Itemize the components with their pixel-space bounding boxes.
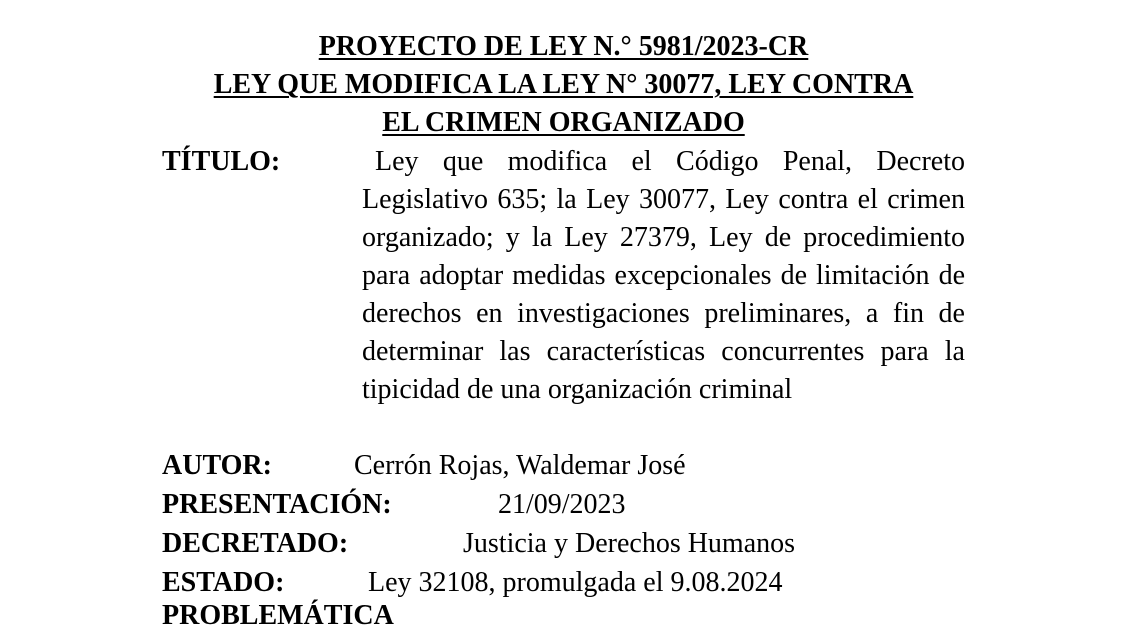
titulo-value: Ley que modifica el Código Penal, Decreto Legislativo 635; la Ley 30077, Ley contra el crimen organizado; y la Ley 27379, Ley de procedimiento para adoptar medidas excepcionales de limitación de derechos en investigaciones preliminares, a fin de determinar las características concurrentes para la tipicidad de una organización criminal bbox=[362, 146, 965, 405]
autor-label: AUTOR: bbox=[162, 450, 272, 481]
presentacion-value: 21/09/2023 bbox=[498, 489, 626, 520]
decretado-label: DECRETADO: bbox=[162, 528, 349, 559]
estado-value: Ley 32108, promulgada el 9.08.2024 bbox=[368, 567, 783, 598]
presentacion-label: PRESENTACIÓN: bbox=[162, 489, 392, 520]
decretado-value: Justicia y Derechos Humanos bbox=[463, 528, 796, 559]
estado-label: ESTADO: bbox=[162, 567, 285, 598]
law-title-heading-line1: LEY QUE MODIFICA LA LEY N° 30077, LEY CONTRA bbox=[213, 69, 914, 100]
autor-value: Cerrón Rojas, Waldemar José bbox=[354, 450, 686, 481]
law-title-heading-line2: EL CRIMEN ORGANIZADO bbox=[382, 107, 745, 138]
titulo-label: TÍTULO: bbox=[162, 146, 281, 177]
bill-number-heading: PROYECTO DE LEY N.° 5981/2023-CR bbox=[318, 31, 809, 62]
problematica-label: PROBLEMÁTICA bbox=[162, 600, 394, 631]
